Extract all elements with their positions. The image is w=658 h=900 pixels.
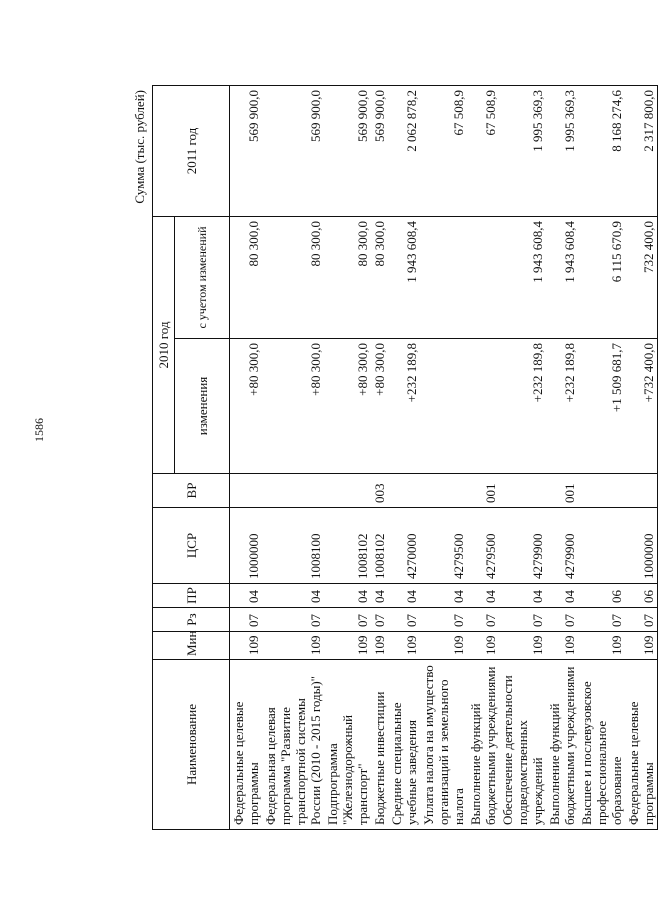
- row-2011: 2 062 878,2: [388, 86, 420, 217]
- row-with-changes: 6 115 670,9: [578, 217, 625, 339]
- row-with-changes: [420, 217, 467, 339]
- row-csr: 1000000: [625, 508, 658, 584]
- header-min: Мин: [153, 632, 230, 660]
- row-csr: 4279900: [499, 508, 546, 584]
- row-csr: 1000000: [230, 508, 263, 584]
- row-name: Высшее и послевузовское профессиональное образование: [578, 660, 625, 830]
- row-pr: 04: [230, 584, 263, 608]
- row-name: Подпрограмма "Железнодорожный транспорт": [324, 660, 371, 830]
- row-min: 109: [546, 632, 578, 660]
- table-row: [467, 86, 499, 830]
- header-with-changes: с учетом изменений: [175, 217, 230, 339]
- row-2011: 569 900,0: [262, 86, 324, 217]
- row-csr: 4279500: [467, 508, 499, 584]
- row-2011: 569 900,0: [371, 86, 388, 217]
- row-name: Федеральные целевые программы: [230, 660, 263, 830]
- row-changes: +232 189,8: [388, 339, 420, 474]
- row-changes: +80 300,0: [230, 339, 263, 474]
- row-rz: 07: [262, 608, 324, 632]
- row-csr: 1008102: [371, 508, 388, 584]
- row-vr: [388, 474, 420, 508]
- header-vr: ВР: [153, 474, 230, 508]
- page-number: 1586: [32, 418, 46, 442]
- row-name: Федеральная целевая программа "Развитие транспортной системы России (2010 - 2015 годы)": [262, 660, 324, 830]
- row-vr: [499, 474, 546, 508]
- row-with-changes: [467, 217, 499, 339]
- row-name: Бюджетные инвестиции: [371, 660, 388, 830]
- header-row-1: [153, 86, 175, 830]
- row-vr: 001: [546, 474, 578, 508]
- table-row: [625, 86, 658, 830]
- row-rz: 07: [388, 608, 420, 632]
- header-changes: изменения: [175, 339, 230, 474]
- row-rz: 07: [420, 608, 467, 632]
- row-changes: +80 300,0: [324, 339, 371, 474]
- row-pr: 04: [371, 584, 388, 608]
- row-pr: 04: [467, 584, 499, 608]
- table-row: [578, 86, 625, 830]
- row-min: 109: [262, 632, 324, 660]
- row-with-changes: 80 300,0: [230, 217, 263, 339]
- row-with-changes: 1 943 608,4: [499, 217, 546, 339]
- row-rz: 07: [230, 608, 263, 632]
- row-name: Выполнение функций бюджетными учреждениями: [546, 660, 578, 830]
- row-name: Обеспечение деятельности подведомственных учреждений: [499, 660, 546, 830]
- row-changes: [420, 339, 467, 474]
- budget-table-sheet: [132, 86, 656, 830]
- row-2011: 67 508,9: [467, 86, 499, 217]
- row-pr: 04: [499, 584, 546, 608]
- header-pr: ПР: [153, 584, 230, 608]
- table-row: [388, 86, 420, 830]
- row-min: 109: [230, 632, 263, 660]
- row-rz: 07: [324, 608, 371, 632]
- row-min: 109: [388, 632, 420, 660]
- row-min: 109: [324, 632, 371, 660]
- row-vr: [230, 474, 263, 508]
- row-vr: [324, 474, 371, 508]
- header-name: Наименование: [153, 660, 230, 830]
- row-min: 109: [578, 632, 625, 660]
- row-rz: 07: [546, 608, 578, 632]
- row-rz: 07: [625, 608, 658, 632]
- row-with-changes: 1 943 608,4: [546, 217, 578, 339]
- row-pr: 04: [262, 584, 324, 608]
- table-row: [230, 86, 263, 830]
- row-changes: +232 189,8: [546, 339, 578, 474]
- row-csr: [578, 508, 625, 584]
- row-vr: [262, 474, 324, 508]
- row-rz: 07: [578, 608, 625, 632]
- row-with-changes: 80 300,0: [371, 217, 388, 339]
- row-changes: [467, 339, 499, 474]
- row-csr: 4270000: [388, 508, 420, 584]
- row-vr: [420, 474, 467, 508]
- row-changes: +80 300,0: [371, 339, 388, 474]
- row-pr: 06: [625, 584, 658, 608]
- row-pr: 04: [324, 584, 371, 608]
- row-name: Уплата налога на имущество организаций и земельного налога: [420, 660, 467, 830]
- row-2011: 1 995 369,3: [499, 86, 546, 217]
- row-name: Выполнение функций бюджетными учреждениями: [467, 660, 499, 830]
- row-2011: 67 508,9: [420, 86, 467, 217]
- row-pr: 04: [420, 584, 467, 608]
- row-rz: 07: [467, 608, 499, 632]
- table-row: [371, 86, 388, 830]
- table-row: [546, 86, 578, 830]
- row-pr: 06: [578, 584, 625, 608]
- table-row: [420, 86, 467, 830]
- row-name: Федеральные целевые программы: [625, 660, 658, 830]
- row-csr: 4279900: [546, 508, 578, 584]
- header-csr: ЦСР: [153, 508, 230, 584]
- header-year-2010: 2010 год: [153, 217, 175, 474]
- row-2011: 1 995 369,3: [546, 86, 578, 217]
- row-vr: 003: [371, 474, 388, 508]
- row-with-changes: 80 300,0: [262, 217, 324, 339]
- units-label: Сумма (тыс. рублей): [132, 90, 147, 204]
- row-2011: 2 317 800,0: [625, 86, 658, 217]
- row-min: 109: [625, 632, 658, 660]
- table-row: [262, 86, 324, 830]
- row-changes: +732 400,0: [625, 339, 658, 474]
- table-row: [499, 86, 546, 830]
- row-pr: 04: [546, 584, 578, 608]
- header-rz: Рз: [153, 608, 230, 632]
- budget-table: [152, 85, 658, 830]
- row-csr: 1008102: [324, 508, 371, 584]
- row-min: 109: [371, 632, 388, 660]
- row-vr: 001: [467, 474, 499, 508]
- row-with-changes: 1 943 608,4: [388, 217, 420, 339]
- row-2011: 569 900,0: [230, 86, 263, 217]
- row-min: 109: [499, 632, 546, 660]
- row-with-changes: 732 400,0: [625, 217, 658, 339]
- row-rz: 07: [499, 608, 546, 632]
- row-rz: 07: [371, 608, 388, 632]
- row-changes: +1 509 681,7: [578, 339, 625, 474]
- row-min: 109: [420, 632, 467, 660]
- row-name: Средние специальные учебные заведения: [388, 660, 420, 830]
- row-csr: 1008100: [262, 508, 324, 584]
- row-2011: 569 900,0: [324, 86, 371, 217]
- row-csr: 4279500: [420, 508, 467, 584]
- row-vr: [625, 474, 658, 508]
- row-changes: +80 300,0: [262, 339, 324, 474]
- row-2011: 8 168 274,6: [578, 86, 625, 217]
- row-changes: +232 189,8: [499, 339, 546, 474]
- row-with-changes: 80 300,0: [324, 217, 371, 339]
- row-pr: 04: [388, 584, 420, 608]
- header-year-2011: 2011 год: [153, 86, 230, 217]
- row-vr: [578, 474, 625, 508]
- row-min: 109: [467, 632, 499, 660]
- table-row: [324, 86, 371, 830]
